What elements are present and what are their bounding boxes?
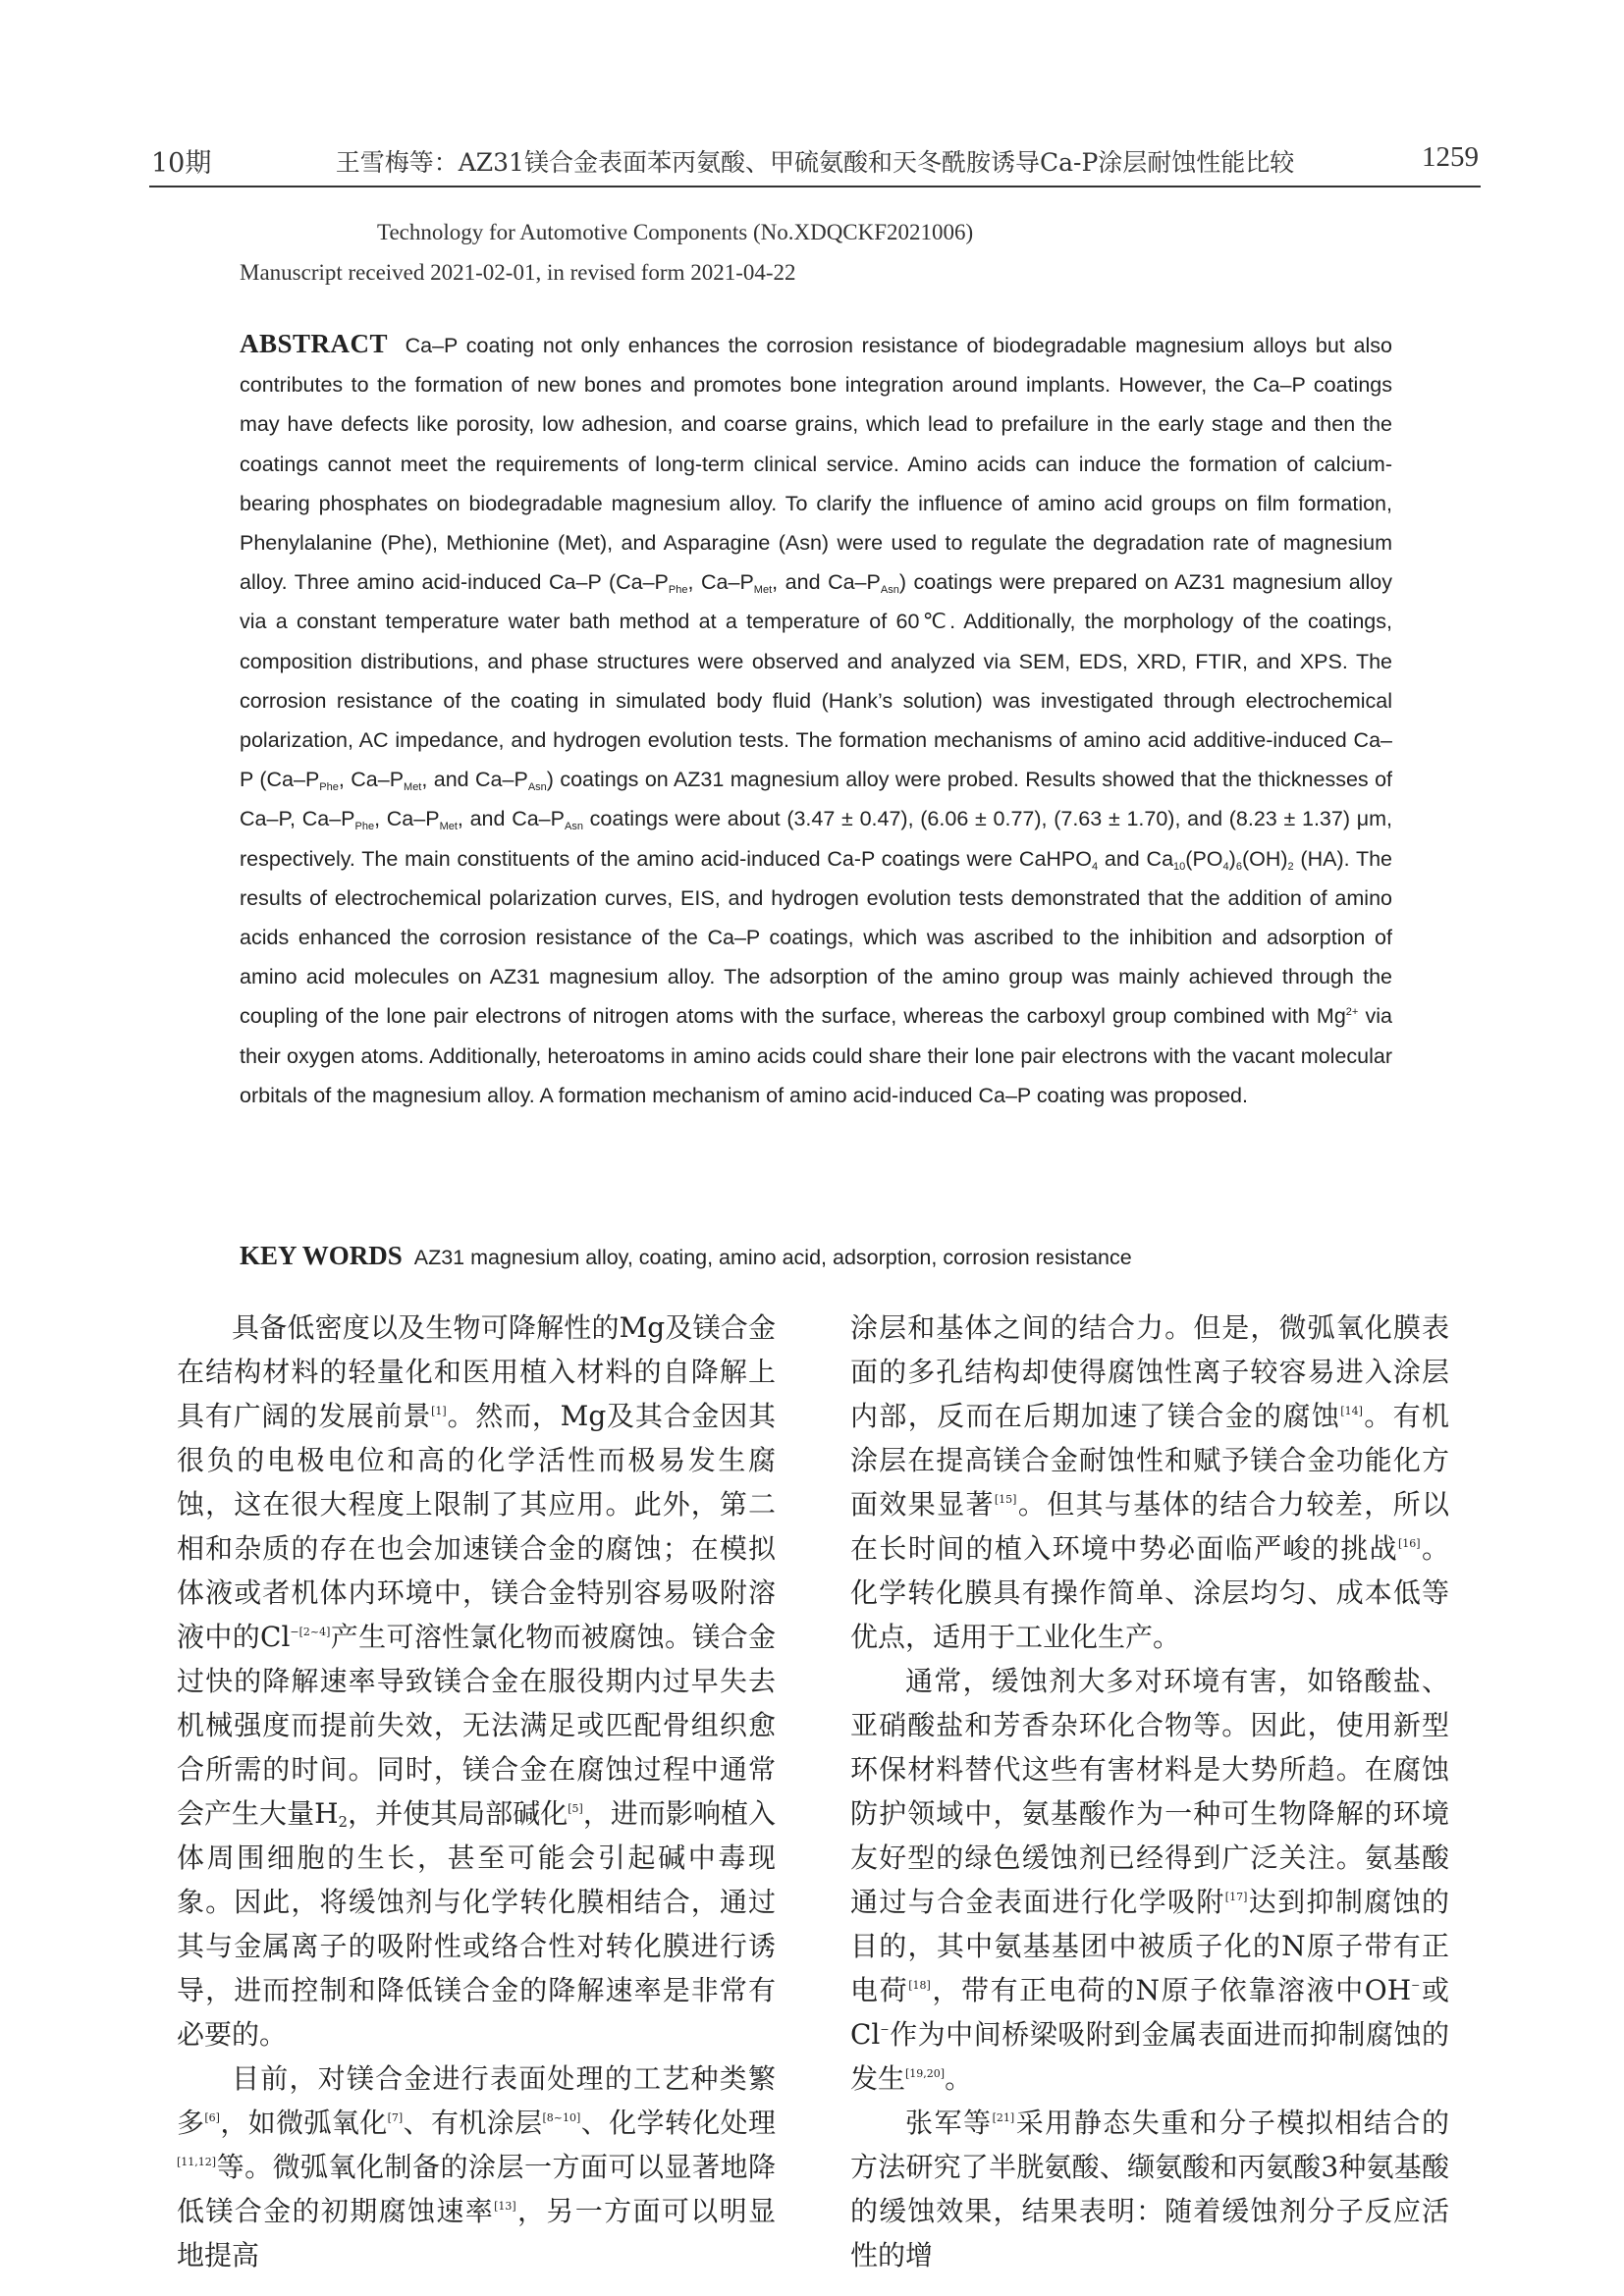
citation: [18] [908, 1979, 931, 1992]
subscript: 2 [338, 1813, 349, 1831]
citation: [7] [387, 2111, 404, 2124]
body-paragraph-1 [177, 1306, 776, 2056]
subscript: Phe [668, 584, 688, 597]
citation: [11,12] [177, 2156, 217, 2168]
body-text: 等。微弧氧化制备的涂层一方面可以显著地降低镁合金的初期腐蚀速率 [177, 2151, 776, 2227]
abstract-part: , Ca–P [374, 807, 440, 831]
subscript: 2 [1287, 860, 1294, 873]
citation: [15] [994, 1493, 1017, 1506]
abstract-part: , and Ca–P [421, 768, 528, 792]
running-title: 王雪梅等：AZ31镁合金表面苯丙氨酸、甲硫氨酸和天冬酰胺诱导Ca-P涂层耐蚀性能比较 [335, 148, 1295, 177]
body-paragraph-3 [850, 1306, 1449, 1659]
body-text: 、有机涂层 [403, 2107, 543, 2139]
body-column-left [177, 1306, 776, 2277]
abstract-part: , and Ca–P [772, 570, 881, 595]
subscript: Asn [564, 821, 583, 833]
body-text: 、化学转化处理 [580, 2107, 776, 2139]
abstract-part: , Ca–P [338, 768, 405, 792]
citation: [17] [1224, 1891, 1248, 1903]
body-text: 。但其与基体的结合力较差，所以在长时间的植入环境中势必面临严峻的挑战 [850, 1488, 1449, 1565]
body-text: ，另一方面可以明显地提高 [177, 2195, 776, 2271]
citation: [8~10] [542, 2111, 581, 2124]
citation: −[2~4] [290, 1626, 331, 1638]
page-number: 1259 [1422, 141, 1479, 173]
subscript: Met [404, 781, 422, 794]
body-text: 通常，缓蚀剂大多对环境有害，如铬酸盐、亚硝酸盐和芳香杂环化合物等。因此，使用新型环保材料替代这些有害材料是大势所趋。在腐蚀防护领域中，氨基酸作为一种可生物降解的环境友好型的绿色缓蚀剂已经得到广泛关注。氨基酸通过与合金表面进行化学吸附 [850, 1665, 1449, 1918]
citation: [21] [992, 2111, 1015, 2124]
abstract [240, 324, 1392, 1115]
issue-number: 10期 [151, 148, 212, 179]
body-text: 张军等 [905, 2107, 993, 2139]
subscript: Phe [319, 781, 339, 794]
body-text: 。然而，Mg及其合金因其很负的电极电位和高的化学活性而极易发生腐蚀，这在很大程度上限制了其应用。此外，第二相和杂质的存在也会加速镁合金的腐蚀；在模拟体液或者机体内环境中，镁合金特别容易吸附溶液中的Cl [177, 1400, 776, 1653]
abstract-part: and Ca [1098, 846, 1174, 871]
body-text: 采用静态失重和分子模拟相结合的方法研究了半胱氨酸、缬氨酸和丙氨酸3种氨基酸的缓蚀效果，结果表明：随着缓蚀剂分子反应活性的增 [850, 2107, 1449, 2271]
header-rule [149, 186, 1481, 187]
body-column-right [850, 1306, 1449, 2277]
subscript: 4 [1092, 860, 1099, 873]
abstract-part: coatings were about (3.47 ± 0.47), (6.06 ± 0.77), (7.63 ± 1.70), and (8.23 ± 1.37) μm, respectively. The main constituents of the amino acid-induced Ca-P coatings were CaHPO [240, 807, 1392, 871]
subscript: Asn [527, 781, 547, 794]
keywords-text: AZ31 magnesium alloy, coating, amino acid, adsorption, corrosion resistance [413, 1246, 1132, 1269]
body-text: ，并使其局部碱化 [348, 1797, 568, 1830]
abstract-part: ) [1228, 846, 1236, 871]
citation: [16] [1398, 1537, 1421, 1550]
body-paragraph-4 [850, 1659, 1449, 2101]
subscript: 4 [1222, 860, 1229, 873]
body-paragraph-5 [850, 2101, 1449, 2277]
citation: [5] [568, 1802, 583, 1815]
abstract-part: via their oxygen atoms. Additionally, heteroatoms in amino acids could share their lone pair electrons with the vacant molecular orbitals of the magnesium alloy. A formation mechanism of amino acid-induced Ca–P coating was proposed. [240, 1004, 1392, 1107]
subscript: Met [439, 821, 458, 833]
superscript: − [880, 2023, 890, 2036]
abstract-text [240, 324, 1392, 1115]
abstract-label: ABSTRACT [240, 329, 389, 358]
body-text: 涂层和基体之间的结合力。但是，微弧氧化膜表面的多孔结构却使得腐蚀性离子较容易进入涂层内部，反而在后期加速了镁合金的腐蚀 [850, 1311, 1449, 1432]
body-text: ，带有正电荷的N原子依靠溶液中OH [930, 1974, 1412, 2006]
subscript: Phe [354, 821, 375, 833]
body-text: 产生可溶性氯化物而被腐蚀。镁合金过快的降解速率导致镁合金在服役期内过早失去机械强度而提前失效，无法满足或匹配骨组织愈合所需的时间。同时，镁合金在腐蚀过程中通常会产生大量H [177, 1621, 776, 1830]
body-text: 。有机涂层在提高镁合金耐蚀性和赋予镁合金功能化方面效果显著 [850, 1400, 1449, 1521]
received-line: Manuscript received 2021-02-01, in revised form 2021-04-22 [240, 260, 796, 285]
citation: [14] [1340, 1405, 1363, 1417]
body-text: ，进而影响植入体周围细胞的生长，甚至可能会引起碱中毒现象。因此，将缓蚀剂与化学转化膜相结合，通过其与金属离子的吸附性或络合性对转化膜进行诱导，进而控制和降低镁合金的降解速率是非常有必要的。 [177, 1797, 776, 2051]
subscript: 10 [1173, 860, 1186, 873]
body-text: ，如微弧氧化 [219, 2107, 388, 2139]
body-text: 。化学转化膜具有操作简单、涂层均匀、成本低等优点，适用于工业化生产。 [850, 1532, 1449, 1653]
body-text: 。 [945, 2062, 973, 2095]
citation: [6] [204, 2111, 220, 2124]
body-text: 或Cl [850, 1974, 1449, 2051]
abstract-part: Ca–P coating not only enhances the corrosion resistance of biodegradable magnesium alloys but also contributes to the formation of new bones and promotes bone integration around implants. However, the Ca–P coatings may have defects like porosity, low adhesion, and coarse grains, which lead to prefailure in the early stage and then the coatings cannot meet the requirements of long-term clinical service. Amino acids can induce the formation of calcium-bearing phosphates on biodegradable magnesium alloy. To clarify the influence of amino acid groups on film formation, Phenylalanine (Phe), Methionine (Met), and Asparagine (Asn) were used to regulate the degradation rate of magnesium alloy. Three amino acid-induced Ca–P (Ca–P [240, 334, 1392, 595]
abstract-part: (HA). The results of electrochemical polarization curves, EIS, and hydrogen evolution tests demonstrated that the addition of amino acids enhanced the corrosion resistance of the Ca–P coatings, which was ascribed to the inhibition and adsorption of amino acid molecules on AZ31 magnesium alloy. The adsorption of the amino group was mainly achieved through the coupling of the lone pair electrons of nitrogen atoms with the surface, whereas the carboxyl group combined with Mg [240, 846, 1392, 1029]
abstract-part: (OH) [1241, 846, 1288, 871]
citation: [19,20] [905, 2067, 946, 2080]
abstract-part: ) coatings were prepared on AZ31 magnesium alloy via a constant temperature water bath method at a temperature of 60℃. Additionally, the morphology of the coatings, composition distributions, and phase structures were observed and analyzed via SEM, EDS, XRD, FTIR, and XPS. The corrosion resistance of the coating in simulated body fluid (Hank’s solution) was investigated through electrochemical polarization, AC impedance, and hydrogen evolution tests. The formation mechanisms of amino acid additive-induced Ca–P (Ca–P [240, 570, 1393, 792]
body-text: 达到抑制腐蚀的目的，其中氨基基团中被质子化的N原子带有正电荷 [850, 1886, 1449, 2006]
abstract-part: , and Ca–P [457, 807, 565, 831]
body-paragraph-2 [177, 2056, 776, 2277]
keywords-label: KEY WORDS [240, 1241, 403, 1270]
funding-line: Technology for Automotive Components (No.XDQCKF2021006) [377, 220, 974, 244]
keywords [240, 1241, 1392, 1271]
body-text: 具备低密度以及生物可降解性的Mg及镁合金在结构材料的轻量化和医用植入材料的自降解上具有广阔的发展前景 [177, 1311, 776, 1432]
citation: [1] [431, 1405, 447, 1417]
page-header [149, 133, 1481, 181]
superscript: 2+ [1345, 1006, 1359, 1019]
body-text: 作为中间桥梁吸附到金属表面进而抑制腐蚀的发生 [850, 2018, 1449, 2095]
abstract-part: (PO [1185, 846, 1223, 871]
subscript: 6 [1235, 860, 1242, 873]
body-text: 目前，对镁合金进行表面处理的工艺种类繁多 [177, 2062, 776, 2139]
subscript: Met [753, 584, 773, 597]
citation: [13] [494, 2200, 516, 2213]
abstract-part: , Ca–P [687, 570, 754, 595]
abstract-part: ) coatings on AZ31 magnesium alloy were probed. Results showed that the thicknesses of Ca–P, Ca–P [240, 768, 1392, 831]
superscript: − [1411, 1979, 1421, 1992]
subscript: Asn [880, 584, 899, 597]
